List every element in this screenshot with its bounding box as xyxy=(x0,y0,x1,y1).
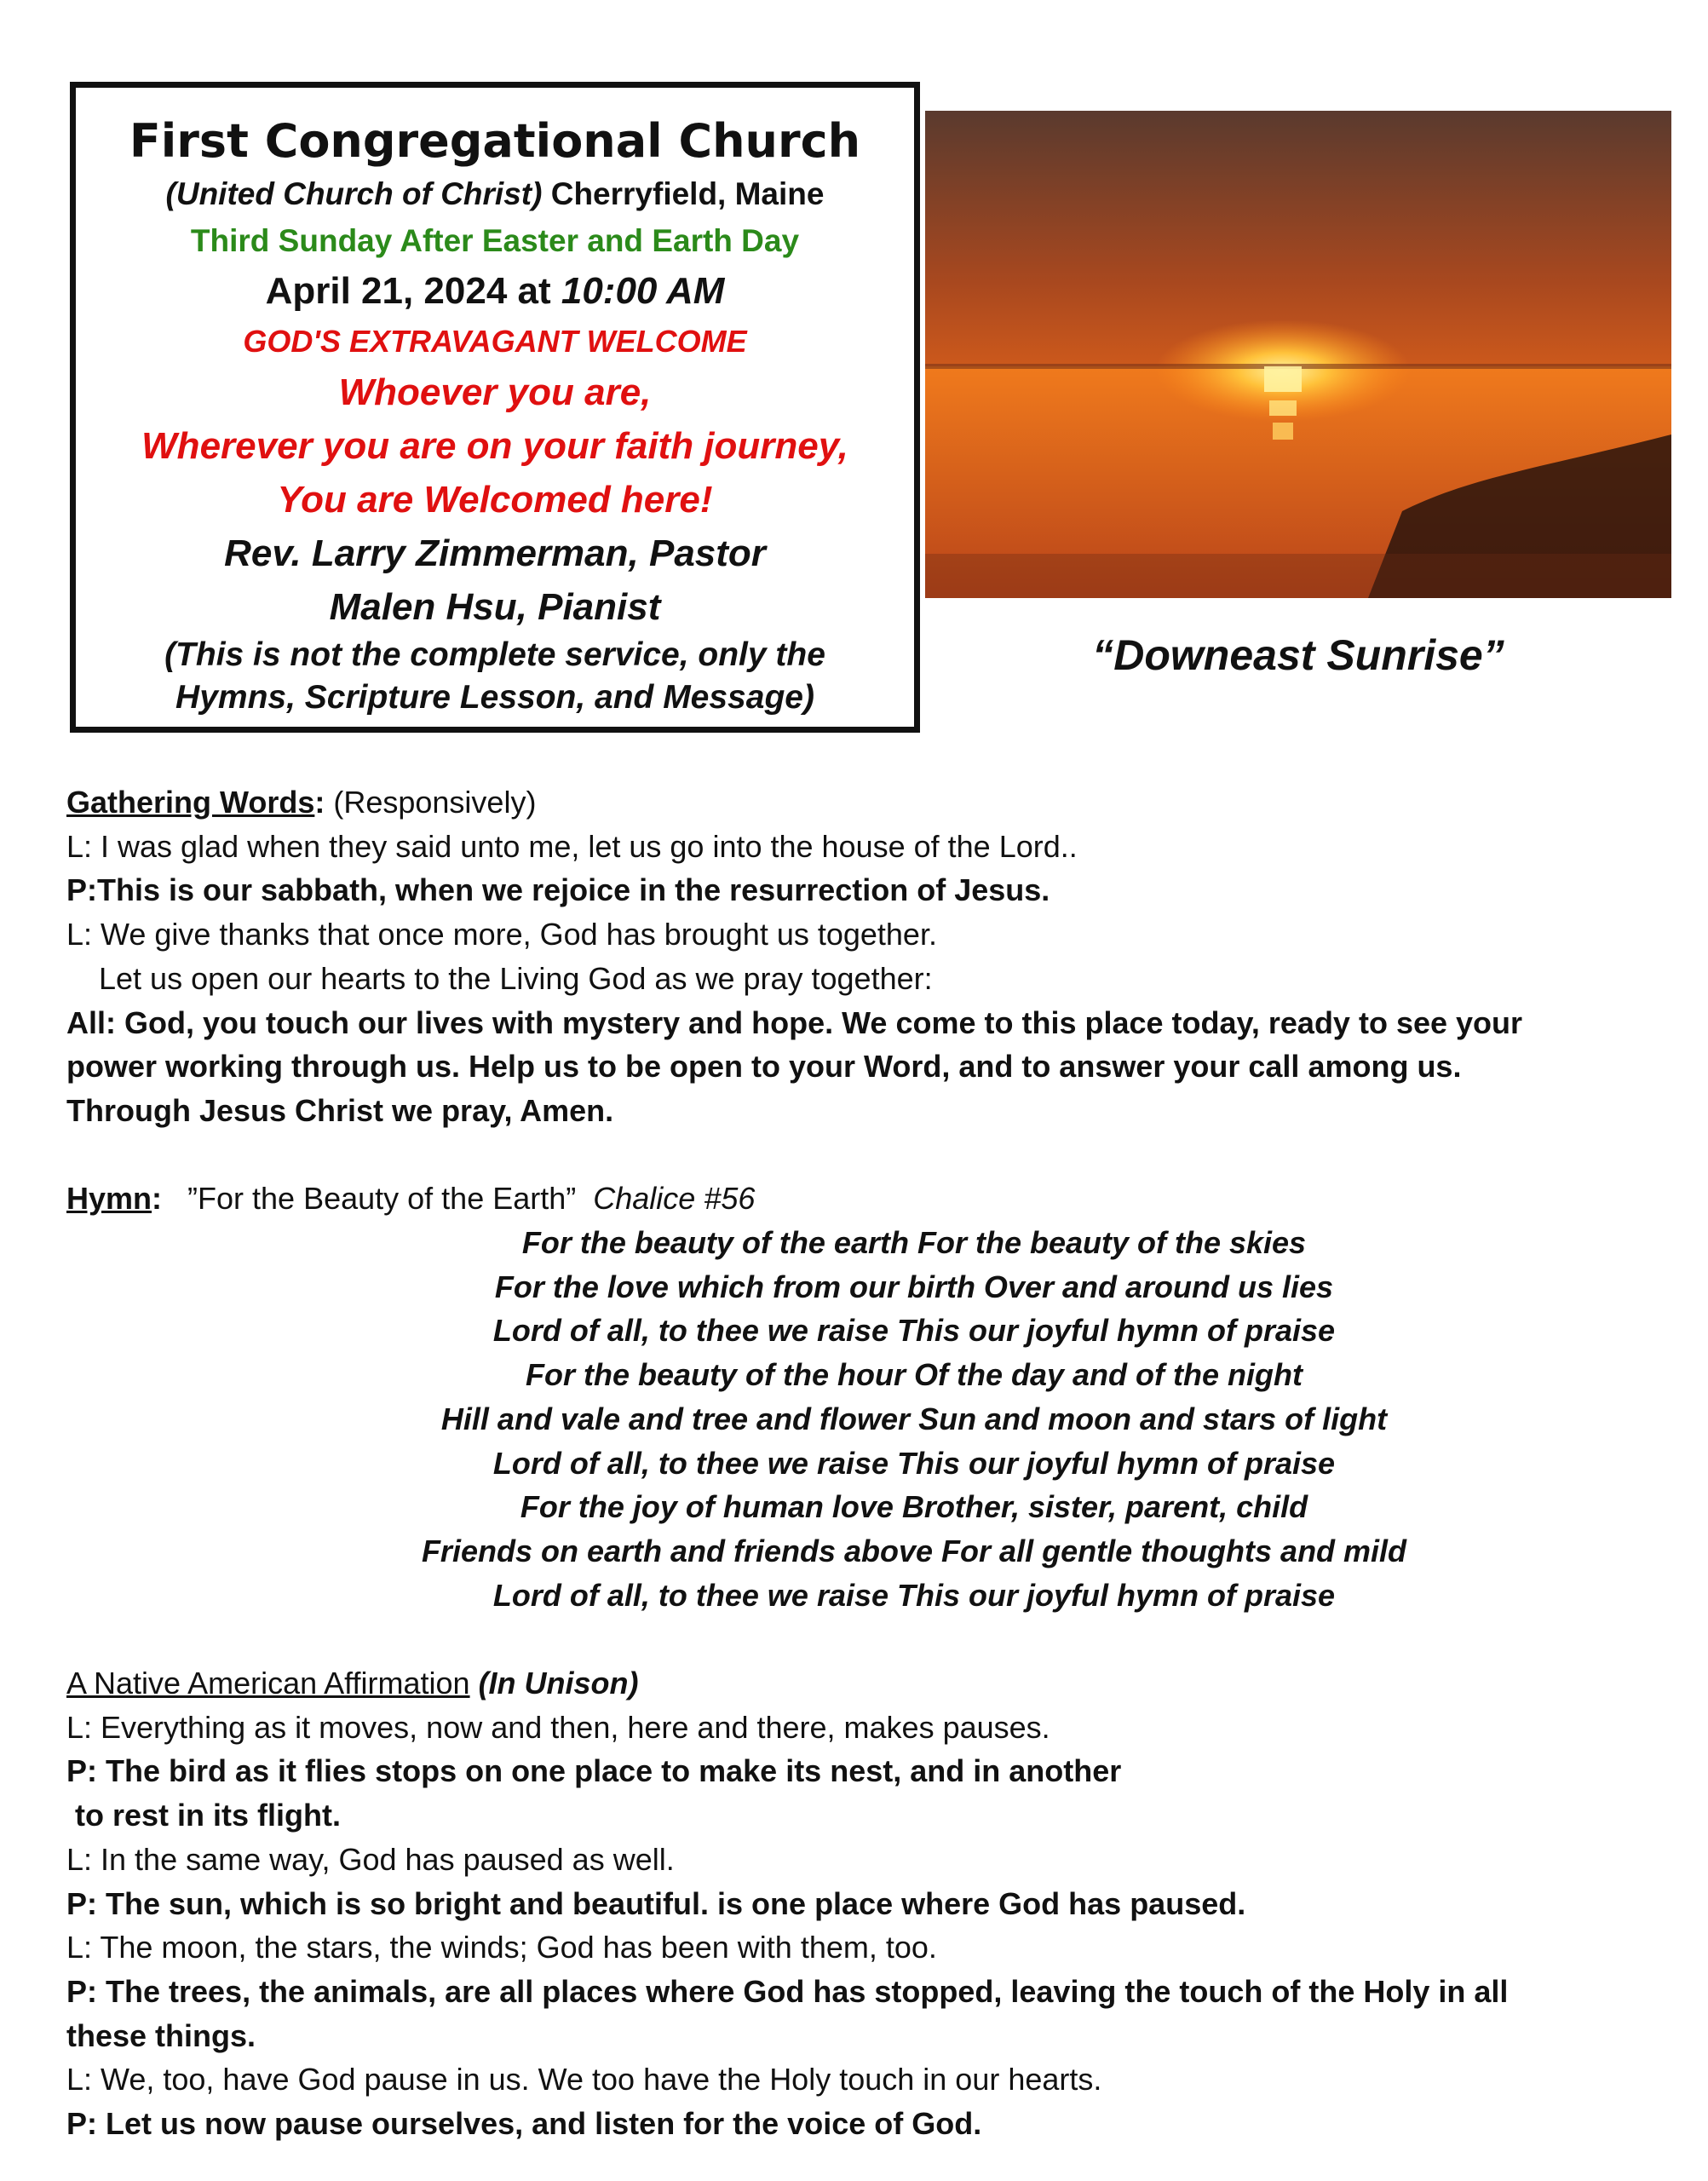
hymn-heading: Hymn xyxy=(66,1181,152,1217)
hymn-lyric-line: For the beauty of the hour Of the day and of the night xyxy=(526,1357,1303,1393)
people-line: these things. xyxy=(66,2017,256,2053)
hymn-lyric-line: For the joy of human love Brother, sister, parent, child xyxy=(520,1489,1308,1525)
leader-line: L: The moon, the stars, the winds; God has been with them, too. xyxy=(66,1930,937,1965)
gathering-colon: : xyxy=(314,785,325,820)
welcome-line: Wherever you are on your faith journey, xyxy=(141,425,848,467)
leader-line: L: We give thanks that once more, God has brought us together. xyxy=(66,917,937,952)
occasion: Third Sunday After Easter and Earth Day xyxy=(190,223,800,258)
service-note: (This is not the complete service, only the xyxy=(164,636,825,673)
people-line: P: Let us now pause ourselves, and listen for the voice of God. xyxy=(66,2106,982,2142)
all-line: All: God, you touch our lives with mystery and hope. We come to this place today, ready to see your xyxy=(66,1004,1523,1040)
affirmation-heading: A Native American Affirmation xyxy=(66,1666,470,1701)
people-line: P: The trees, the animals, are all places where God has stopped, leaving the touch of the Holy in all xyxy=(66,1973,1509,2009)
sunrise-illustration xyxy=(925,111,1671,598)
affirmation-mode: (In Unison) xyxy=(469,1666,639,1701)
bulletin-header-box xyxy=(70,82,920,733)
hymn-heading-line xyxy=(66,1177,1668,1221)
denomination: (United Church of Christ) xyxy=(165,176,543,211)
leader-line: L: I was glad when they said unto me, let us go into the house of the Lord.. xyxy=(66,828,1078,864)
people-line: P: The sun, which is so bright and beautiful. is one place where God has paused. xyxy=(66,1885,1246,1921)
denomination-location xyxy=(76,171,914,217)
people-line: to rest in its flight. xyxy=(75,1798,341,1833)
service-note: Hymns, Scripture Lesson, and Message) xyxy=(175,679,814,716)
welcome-line: You are Welcomed here! xyxy=(277,479,713,521)
gathering-heading: Gathering Words xyxy=(66,785,315,820)
hymn-title: ”For the Beauty of the Earth” xyxy=(162,1181,594,1217)
location: Cherryfield, Maine xyxy=(542,176,825,211)
hymn-lyric-line: For the love which from our birth Over and around us lies xyxy=(494,1269,1334,1304)
photo-caption: “Downeast Sunrise” xyxy=(1092,631,1504,679)
pianist: Malen Hsu, Pianist xyxy=(329,586,661,628)
leader-line: L: In the same way, God has paused as well. xyxy=(66,1841,675,1877)
pastor: Rev. Larry Zimmerman, Pastor xyxy=(224,532,766,574)
welcome-title: GOD'S EXTRAVAGANT WELCOME xyxy=(243,324,747,359)
bulletin-content xyxy=(66,780,1668,2146)
gathering-heading-line xyxy=(66,780,1668,825)
service-date xyxy=(76,265,914,318)
time: 10:00 AM xyxy=(561,270,725,312)
leader-line: L: Everything as it moves, now and then, here and there, makes pauses. xyxy=(66,1709,1050,1745)
people-line: P: The bird as it flies stops on one place to make its nest, and in another xyxy=(66,1753,1122,1789)
hymn-colon: : xyxy=(152,1181,163,1217)
sunrise-photo xyxy=(925,111,1671,598)
hymn-lyric-line: Friends on earth and friends above For all gentle thoughts and mild xyxy=(421,1533,1407,1568)
hymn-lyric-line: Hill and vale and tree and flower Sun and moon and stars of light xyxy=(440,1401,1388,1436)
affirmation-heading-line xyxy=(66,1661,1668,1706)
leader-line: L: We, too, have God pause in us. We too have the Holy touch in our hearts. xyxy=(66,2062,1102,2098)
leader-line: Let us open our hearts to the Living God as we pray together: xyxy=(99,960,933,996)
church-name: First Congregational Church xyxy=(129,114,861,168)
hymn-source: Chalice #56 xyxy=(593,1181,756,1217)
gathering-mode: (Responsively) xyxy=(325,785,537,820)
hymn-lyric-line: For the beauty of the earth For the beauty of the skies xyxy=(521,1225,1307,1261)
all-line: power working through us. Help us to be open to your Word, and to answer your call among us. xyxy=(66,1049,1462,1085)
welcome-line: Whoever you are, xyxy=(338,371,652,413)
all-line: Through Jesus Christ we pray, Amen. xyxy=(66,1092,614,1128)
hymn-lyric-line: Lord of all, to thee we raise This our joyful hymn of praise xyxy=(492,1313,1336,1349)
people-line: P:This is our sabbath, when we rejoice in the resurrection of Jesus. xyxy=(66,872,1050,908)
hymn-lyric-line: Lord of all, to thee we raise This our joyful hymn of praise xyxy=(492,1577,1336,1613)
date: April 21, 2024 at xyxy=(265,270,561,312)
hymn-lyric-line: Lord of all, to thee we raise This our joyful hymn of praise xyxy=(492,1445,1336,1481)
